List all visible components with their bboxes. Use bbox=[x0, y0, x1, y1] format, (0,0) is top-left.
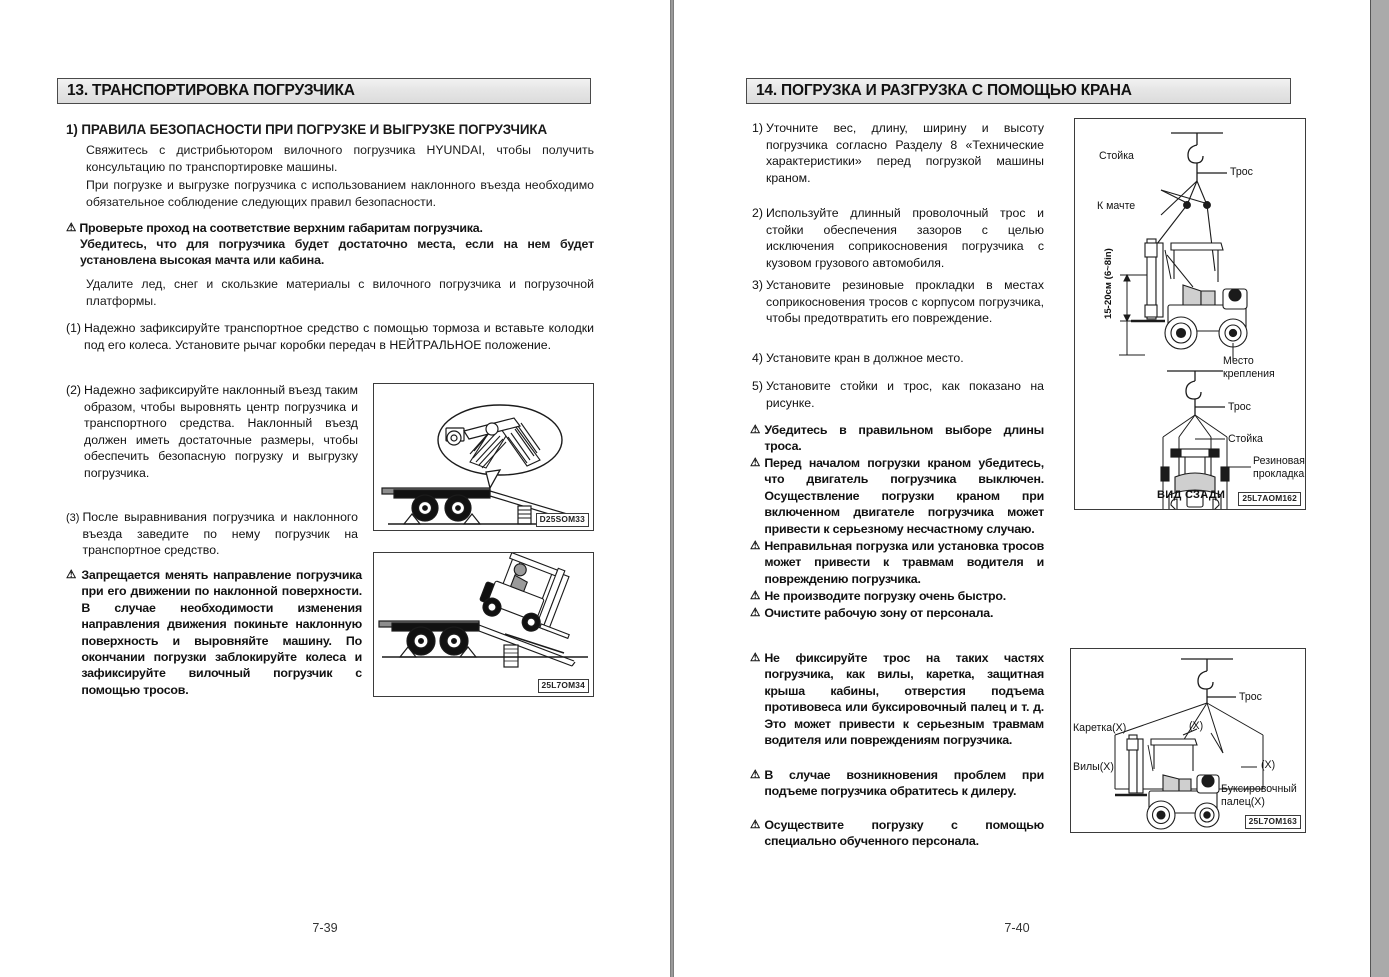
figure-forbidden-points bbox=[1070, 648, 1306, 833]
left-page bbox=[0, 0, 672, 977]
crane-warning-6 bbox=[750, 650, 1044, 748]
warning-block-1-line-1: Проверьте проход на соответствие верхним габаритам погрузчика. bbox=[79, 221, 483, 235]
crane-warning-5-text: Очистите рабочую зону от персонала. bbox=[764, 606, 994, 620]
crane-warning-4 bbox=[750, 588, 1044, 604]
warning-triangle-icon-c7: ⚠ bbox=[750, 769, 761, 781]
crane-warning-3-text: Неправильная погрузка или установка тросов может привести к травмам водителя и повреждению погрузчика. bbox=[764, 539, 1044, 586]
crane-warning-2-text: Перед началом погрузки краном убедитесь, что двигатель погрузчика выключен. Осуществление погрузки краном при включенном двигателе погрузчика может привести к серьезному несчастному случаю. bbox=[764, 456, 1044, 536]
warning-block-1 bbox=[66, 220, 594, 236]
crane-item-1-marker: 1) bbox=[752, 121, 763, 135]
folio-left: 7-39 bbox=[312, 921, 338, 935]
numbered-item-2 bbox=[66, 382, 358, 482]
numbered-item-3 bbox=[66, 509, 358, 559]
crane-item-4-marker: 4) bbox=[752, 351, 763, 365]
figure-forklift-on-ramp-drawing bbox=[374, 553, 594, 697]
crane-item-5-marker: 5) bbox=[752, 379, 763, 393]
label-buksirovochny-palec-x: Буксировочный палец(X) bbox=[1221, 783, 1297, 808]
numbered-item-1-marker: (1) bbox=[66, 321, 82, 335]
warning-triangle-icon-c6: ⚠ bbox=[750, 652, 761, 664]
crane-warning-7-text: В случае возникновения проблем при подъеме погрузчика обратитесь к дилеру. bbox=[764, 768, 1044, 799]
section-title-right: 14. ПОГРУЗКА И РАЗГРУЗКА С ПОМОЩЬЮ КРАНА bbox=[756, 82, 1132, 99]
figure-forklift-on-ramp bbox=[373, 552, 594, 697]
label-tros-forbidden: Трос bbox=[1239, 691, 1262, 703]
warning-triangle-icon-c1: ⚠ bbox=[750, 424, 761, 436]
folio-right: 7-40 bbox=[1004, 921, 1030, 935]
crane-warning-8-text: Осуществите погрузку с помощью специально обученного персонала. bbox=[764, 818, 1044, 849]
intro-paragraph-2: При погрузке и выгрузке погрузчика с использованием наклонного въезда необходимо обязательное соблюдение следующих правил безопасности. bbox=[86, 178, 594, 209]
label-x-right: (X) bbox=[1261, 759, 1276, 771]
label-tros-side: Трос bbox=[1230, 166, 1253, 178]
numbered-item-1-text: Надежно зафиксируйте транспортное средство с помощью тормоза и вставьте колодки под его колеса. Установите рычаг коробки передач в НЕЙТРАЛЬНОЕ положение. bbox=[84, 321, 594, 352]
label-mesto-krepleniya: Место крепления bbox=[1223, 355, 1275, 380]
label-x-upper: (X) bbox=[1189, 720, 1204, 732]
figure-ramp-detail-code: D25SOM33 bbox=[536, 513, 589, 527]
crane-item-2-text: Используйте длинный проволочный трос и стойки обеспечения зазоров с целью исключения соприкосновения погрузчика с кузовом грузового автомобиля. bbox=[765, 206, 1044, 270]
crane-warning-1-text: Убедитесь в правильном выборе длины троса. bbox=[764, 423, 1044, 454]
label-stoika-rear: Стойка bbox=[1228, 433, 1263, 445]
section-title-left: 13. ТРАНСПОРТИРОВКА ПОГРУЗЧИКА bbox=[67, 82, 355, 99]
crane-warning-2 bbox=[750, 455, 1044, 537]
crane-item-3-text: Установите резиновые прокладки в местах соприкосновения тросов с корпусом погрузчика, чтобы предотвратить его повреждение. bbox=[765, 278, 1044, 326]
subheading-left: 1) ПРАВИЛА БЕЗОПАСНОСТИ ПРИ ПОГРУЗКЕ И ВЫГРУЗКЕ ПОГРУЗЧИКА bbox=[66, 122, 548, 137]
label-karetka-x: Каретка(X) bbox=[1073, 722, 1127, 734]
crane-item-5-text: Установите стойки и трос, как показано на рисунке. bbox=[765, 379, 1044, 410]
numbered-item-2-marker: (2) bbox=[66, 383, 82, 397]
right-page bbox=[674, 0, 1371, 977]
numbered-item-1 bbox=[66, 320, 594, 353]
warning-triangle-icon-c4: ⚠ bbox=[750, 590, 761, 602]
crane-item-1 bbox=[752, 120, 1044, 186]
label-stoika-side: Стойка bbox=[1099, 150, 1134, 162]
figure-crane-lift-code: 25L7AOM162 bbox=[1238, 492, 1301, 506]
crane-warning-3 bbox=[750, 538, 1044, 587]
warning-block-2-text: Запрещается менять направление погрузчика при его движении по наклонной поверхности. В случае необходимости изменения направления движения покиньте наклонную поверхность и выровняйте машину. По окончании погрузки заблокируйте колеса и зафиксируйте вилочный погрузчик с помощью тросов. bbox=[81, 568, 362, 697]
crane-warning-6-text: Не фиксируйте трос на таких частях погрузчика, как вилы, каретка, защитная крыша кабины, отверстия подъема противовеса или буксировочный палец и т. д. Это может привести к серьезным травмам водителя или повреждениям погрузчика. bbox=[764, 651, 1044, 748]
label-tros-rear: Трос bbox=[1228, 401, 1251, 413]
crane-item-4-text: Установите кран в должное место. bbox=[765, 351, 964, 365]
figure-crane-lift-caption: ВИД СЗАДИ bbox=[1157, 489, 1226, 501]
crane-item-4 bbox=[752, 350, 1044, 367]
crane-item-3-marker: 3) bbox=[752, 278, 763, 292]
warning-triangle-icon-c8: ⚠ bbox=[750, 819, 761, 831]
label-rezinovaya-prokladka: Резиновая прокладка bbox=[1253, 455, 1305, 480]
crane-warning-8 bbox=[750, 817, 1044, 850]
crane-warning-1 bbox=[750, 422, 1044, 455]
crane-item-2-marker: 2) bbox=[752, 206, 763, 220]
crane-warning-7 bbox=[750, 767, 1044, 800]
section-header-bar-right bbox=[746, 78, 1291, 104]
warning-triangle-icon-2: ⚠ bbox=[66, 569, 77, 581]
crane-item-1-text: Уточните вес, длину, ширину и высоту погрузчика согласно Разделу 8 «Технические характеристики» перед погрузкой машины краном. bbox=[765, 121, 1044, 185]
paragraph-after-warning: Удалите лед, снег и скользкие материалы с вилочного погрузчика и погрузочной платформы. bbox=[86, 277, 594, 308]
label-k-machte: К мачте bbox=[1097, 200, 1136, 212]
warning-triangle-icon: ⚠ bbox=[66, 222, 77, 234]
figure-ramp-detail-drawing bbox=[374, 384, 594, 531]
crane-item-3 bbox=[752, 277, 1044, 327]
warning-triangle-icon-c2: ⚠ bbox=[750, 457, 761, 469]
section-header-bar-left bbox=[57, 78, 591, 104]
figure-ramp-detail bbox=[373, 383, 594, 531]
page-gutter-divider bbox=[670, 0, 674, 977]
warning-block-2 bbox=[66, 567, 362, 698]
numbered-item-2-text: Надежно зафиксируйте наклонный въезд таким образом, чтобы выровнять центр погрузчика и транспортного средства. Наклонный въезд должен иметь достаточные размеры, чтобы обеспечить безопасную погрузку и выгрузку погрузчика. bbox=[84, 383, 358, 480]
label-vily-x: Вилы(X) bbox=[1073, 761, 1114, 773]
crane-item-5 bbox=[752, 378, 1044, 411]
numbered-item-3-text: После выравнивания погрузчика и наклонного въезда заведите по нему погрузчик на транспортное средство. bbox=[82, 510, 358, 558]
warning-triangle-icon-c3: ⚠ bbox=[750, 540, 761, 552]
figure-crane-lift bbox=[1074, 118, 1306, 510]
label-dimension-15-20cm: 15-20см (6~8in) bbox=[1103, 248, 1114, 319]
warning-triangle-icon-c5: ⚠ bbox=[750, 607, 761, 619]
crane-warning-5 bbox=[750, 605, 1044, 621]
numbered-item-3-marker: (3) bbox=[66, 512, 80, 524]
crane-warning-4-text: Не производите погрузку очень быстро. bbox=[764, 589, 1007, 603]
right-page-edge-shadow bbox=[1370, 0, 1389, 977]
figure-forbidden-points-code: 25L7OM163 bbox=[1245, 815, 1301, 829]
warning-block-1-line-2: Убедитесь, что для погрузчика будет достаточно места, если на нем будет установлена высокая мачта или кабина. bbox=[80, 237, 594, 268]
crane-item-2 bbox=[752, 205, 1044, 271]
intro-paragraph-1: Свяжитесь с дистрибьютором вилочного погрузчика HYUNDAI, чтобы получить консультацию по транспортировке машины. bbox=[86, 143, 594, 174]
figure-forklift-on-ramp-code: 25L7OM34 bbox=[538, 679, 590, 693]
